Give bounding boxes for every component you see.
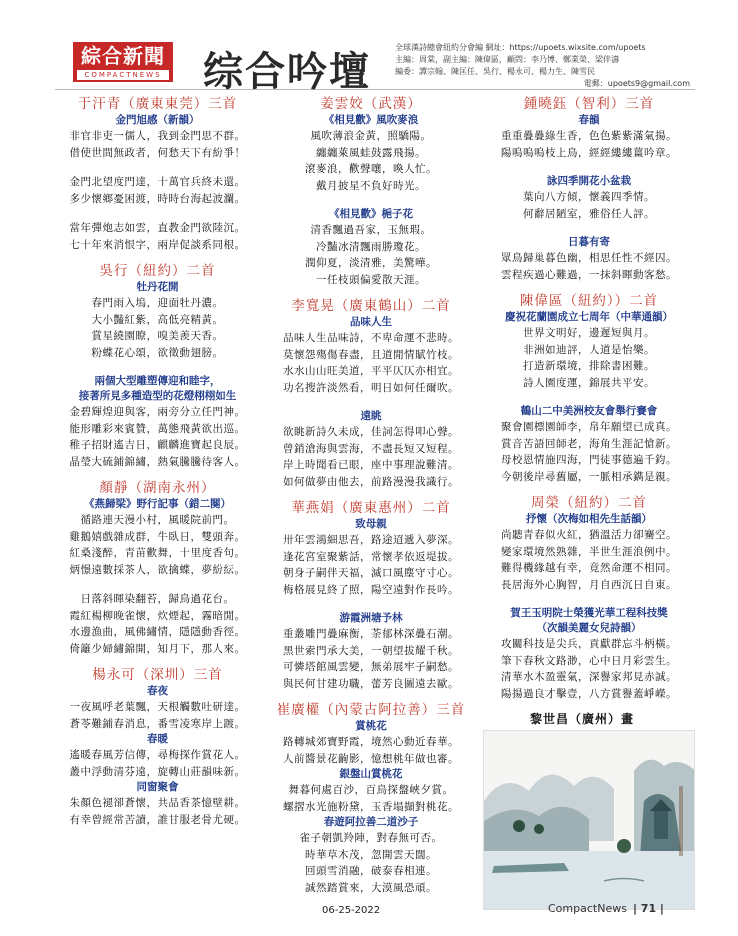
poet-heading: 陳偉區（紐約））二首 (519, 293, 659, 309)
poem-title: （次韻美麗女兒詩韻） (536, 622, 642, 634)
poem-line: 卅年雲鴻細思吾，路途迢遞入夢深。 (283, 534, 459, 546)
poem-title: 日暮有寄 (568, 236, 610, 248)
poem-line: 功名搜許淡然看，明日如何任爾吹。 (283, 381, 459, 394)
poet-heading: 華燕娟（廣東惠州）二首 (291, 500, 451, 516)
poem-line: 雞鵝嬉戲雜成群，牛臥日，雙頭奔。 (69, 530, 246, 543)
poem-title: 賞桃花 (355, 720, 387, 732)
poem-title: 金門旭感（新韻） (115, 114, 200, 126)
poem-title: 《燕歸梁》野行記事（錯二闋） (84, 498, 231, 510)
painting-illustration (484, 731, 695, 910)
landscape-painting (483, 730, 695, 910)
poem-line: 晶瑩大硫鋪錦繡，熱氣騰騰待客人。 (69, 455, 246, 468)
poem-line: 粉蝶花心頌，欲徵動翅膀。 (91, 346, 224, 359)
poem-line: 叢中浮動清芬遠，旋轉山莊韻味新。 (69, 765, 246, 778)
stanza-gap (55, 207, 260, 220)
section-gap (55, 253, 260, 263)
poem-line: 稚子招財遙吉日，麒麟進寶起良辰。 (69, 439, 246, 451)
poem-line: 黑世索門承大美，一朝望拔耀千秋。 (283, 644, 459, 657)
poem-title: 《相見歡》風吹麥浪 (323, 114, 419, 126)
poem-line: 七十年來消恨字，兩岸促談系同根。 (69, 238, 246, 251)
poem-section (262, 96, 480, 298)
poem-line: 品味人生品味詩，不卑命運不悲時。 (283, 332, 459, 344)
editorial-credits (395, 42, 700, 90)
poem-section (55, 667, 260, 838)
poem-line: 一夜風呼老葉飄，天根觸數吐研達。 (69, 701, 246, 713)
poem-line: 筆下春秋文路渺，心中日月彩雲生。 (501, 654, 677, 667)
poem-line: 何辭居陋室，雅俗任人評。 (523, 207, 655, 220)
stanza-gap (55, 578, 260, 591)
section-gap (483, 485, 695, 495)
stanza-gap (483, 161, 695, 174)
poem-line: 清華水木盈靈氣，深譽家邦見赤誠。 (501, 671, 677, 683)
poem-line: 曾銷滄海與雲海，不盡長短又短程。 (283, 442, 459, 455)
poem-line: 時華草木茂，忽開雲天闊。 (305, 848, 437, 861)
poem-line: 金碧輝煌迎與客，兩旁分立任門神。 (69, 406, 246, 418)
poem-line: 尚聽青春似火紅，猶溫活力卻騫空。 (501, 529, 677, 541)
poem-line: 潤仰夏，淡清雅，美驚嘩。 (305, 257, 437, 269)
poem-line: 母校恩情施四海，門徒事德遍千鈞。 (501, 454, 677, 466)
poem-line: 詩人園度運，錦展共平安。 (523, 376, 655, 389)
poem-line: 非官非吏一儒人，我到金門思不群。 (69, 130, 246, 142)
page-number: | 71 | (632, 902, 664, 915)
poem-line: 賞星繞園瞭，嗅美羨天香。 (91, 330, 224, 342)
logo (73, 42, 173, 82)
poem-line: 變家環境然熟雜，半世生涯浪例中。 (501, 545, 677, 558)
poem-line: 世界文明好，邊遲短與月。 (523, 327, 655, 339)
poem-line: 蒼苓難鋪春消息，番雪凌寒岸上踱。 (69, 717, 246, 730)
poet-heading: 李寬晃（廣東鶴山）二首 (291, 298, 451, 314)
poem-line: 眾鳥歸巢暮色幽，相思任性不經囚。 (501, 252, 677, 264)
section-gap (483, 283, 695, 293)
poem-title: 抒懷（次梅如相先生話韻） (526, 513, 652, 525)
page-header (55, 38, 695, 95)
poem-line: 欲眺新詩久未成，佳詞怎得叩心聲。 (283, 426, 459, 438)
poem-line: 紅桑淺醉，青苗歡舞，十里度香句。 (69, 547, 246, 559)
poem-line: 人前醬景花齣影，憶想桃年做也審。 (283, 752, 459, 765)
poem-line: 多少懷鄉憂困渡，時時台海起波瀾。 (69, 192, 246, 205)
poem-line: 重叢雕門疊麻衡，荼郁林深疊石潮。 (283, 628, 459, 640)
poem-line: 葉向八方傾，懷義四季情。 (523, 191, 655, 203)
poem-section (55, 263, 260, 480)
poem-line: 春門雨入塢，迎面牡丹濃。 (91, 297, 224, 309)
section-gap (55, 657, 260, 667)
stanza-gap (262, 194, 480, 207)
poem-line: 滾麥浪，歡聲嚷，喚人忙。 (305, 163, 437, 175)
poem-title: 致母親 (355, 518, 387, 530)
poem-line: 難得機緣越有幸，竟然命運不相同。 (501, 562, 677, 574)
poem-section (483, 96, 695, 293)
poem-line: 清香飄過吾家，玉無瑕。 (310, 224, 432, 236)
logo-english: COMPACTNEWS (77, 70, 169, 80)
poem-title: 詠四季開花小盆栽 (547, 175, 631, 187)
poem-line: 有幸曾經常苦讀，誰甘服老骨尤硬。 (69, 813, 246, 826)
poem-line: 雀子朝凱羚陣，對春無可否。 (299, 832, 443, 844)
poem-title: 品味人生 (350, 316, 392, 328)
stanza-gap (483, 222, 695, 235)
poem-section (55, 480, 260, 667)
painting-caption: 黎世昌（廣州）畫 (530, 712, 635, 726)
poem-title: 牡丹花開 (136, 281, 179, 293)
poem-line: 攻關科技是尖兵，貢獻群忘斗柄橫。 (501, 638, 677, 650)
poem-line: 莫懷怨殤傷春盡，且道閒情賦竹枝。 (283, 348, 459, 361)
poem-line: 朝身子嗣伴天福，滅口風塵守寸心。 (283, 567, 459, 579)
poem-section (262, 298, 480, 500)
poem-line: 金門北望度門達，十萬官兵終未還。 (69, 176, 246, 188)
poem-line: 水邊漁曲，風佛繡情，隱隱動香徑。 (69, 626, 246, 638)
poem-line: 今朝後岸尋舊屬，一脈相承鐫是親。 (501, 470, 677, 483)
poem-line: 風吹薄浪金黃，照驕陽。 (310, 130, 432, 142)
poem-section (55, 96, 260, 263)
poem-line: 能形雕彩來賓贊，萬態飛黃欲出巡。 (69, 422, 246, 435)
poem-line: 霞紅楊柳晚雀懷，炊煙起，霧暗閒。 (69, 609, 246, 622)
section-gap (55, 470, 260, 480)
poem-line: 逢花宮室聚紫話，常懷孝依返堤拔。 (283, 550, 459, 563)
poem-line: 舞暮何處百沙，百鳥探盤峽夕賞。 (288, 784, 454, 796)
masthead-title: 综合吟壇 (203, 48, 371, 95)
poem-title: 兩個大型雕塑傳迎和睦字， (94, 375, 221, 387)
poem-title: 鶴山二中美洲校友會舉行賽會 (520, 405, 658, 417)
poem-line: 當年彈炮志如雲，直教金門欲陸沉。 (69, 222, 246, 234)
poem-line: 陽嗚嗚嗚枝上鳥，經經縷縷薑吟章。 (501, 146, 677, 159)
credit-line: 全球漢詩總會紐約分會編 網址：https://upoets.wixsite.com/upoets (395, 43, 646, 52)
poet-heading: 顏靜（湖南永州） (99, 480, 216, 496)
section-gap (262, 288, 480, 298)
poem-line: 聚會園標園師李，帛年願望已成真。 (501, 421, 677, 433)
logo-chinese: 綜合新聞 (81, 44, 165, 68)
poem-line: 循路連天漫小村，風暖院前門。 (80, 514, 235, 526)
poem-line: 借使世間無政者，何愁天下有紛爭！ (69, 146, 246, 159)
poem-title: 游霞洲塘予林 (339, 612, 403, 624)
credit-email: 電郵：upoets9@gmail.com (583, 79, 690, 88)
section-gap (262, 490, 480, 500)
credit-line: 編委：譚宗翰、陳匡任、吳行、楊永可、楊力生、陳雪民 (395, 67, 595, 76)
stanza-gap (483, 391, 695, 404)
poem-line: 朱顏色褪卻蒼懷，共品香茶憶壁耕。 (69, 797, 246, 809)
poem-line: 水水山山旺美道，平平仄仄亦相宜。 (283, 365, 459, 377)
poem-line: 雲程疾過心難過，一抹斜暉動客愁。 (501, 268, 677, 281)
credit-line: 主編：周棠，副主編：陳偉區，顧問：李乃博、鄭業榮、梁伴濤 (395, 55, 619, 64)
poem-line: 非洲如迪評，人道是怡樂。 (523, 343, 655, 356)
poem-line: 螺摺水光施粉黛，玉香塌擷對桃花。 (283, 800, 459, 813)
poem-line: 倚籬少婦繡錦開，知月下，那人來。 (69, 642, 246, 655)
poem-section (262, 702, 480, 906)
stanza-gap (262, 598, 480, 611)
poet-heading: 楊永可（深圳）三首 (92, 667, 223, 683)
poem-title: 同窗聚會 (136, 781, 179, 793)
poem-title: 春夜 (147, 685, 168, 697)
stanza-gap (55, 161, 260, 174)
poem-title: 《相見歡》梔子花 (329, 208, 413, 220)
poem-line: 路轉城郊寶野霞，境然心動近春華。 (283, 736, 459, 748)
poem-line: 戴月披星不負好時光。 (316, 179, 426, 192)
poem-title: 賀王玉明院士榮獲光華工程科技獎 (510, 607, 668, 619)
poem-line: 炳憬遠數採茶人，欲擒蝶，夢紛紜。 (69, 563, 246, 576)
poem-section (483, 293, 695, 495)
poem-line: 大小豔紅紫，高低亮精黃。 (91, 313, 224, 326)
poem-line: 冷豔冰清飄雨勝瓊花。 (316, 240, 426, 253)
poet-heading: 于汗青（廣東東莞）三首 (77, 96, 238, 112)
stanza-gap (262, 396, 480, 409)
poem-line: 如何做夢由他去，前路漫漫我識行。 (283, 475, 459, 488)
poem-line: 岸上時聞看已眼，座中事理說難清。 (283, 459, 459, 471)
poet-heading: 鍾曉鈺（智利）三首 (523, 96, 655, 112)
poet-heading: 崔廣權（內蒙古阿拉善）三首 (276, 702, 466, 718)
poem-line: 回頭雪消融，破泰春相連。 (305, 865, 437, 877)
poem-title: 慶祝花蘭園成立七周年（中華通韻） (505, 311, 673, 323)
footer-brand-name: CompactNews (548, 902, 627, 915)
poem-line: 與民何甘建功職，蕾芳良圖遠去歐。 (283, 677, 459, 690)
poem-line: 日落斜暉染翻苔，歸鳥過花台。 (80, 593, 235, 605)
poem-line: 誠然踏賞來，大漠風恐頑。 (305, 881, 437, 894)
poem-line: 打造新環境，排除書困難。 (523, 360, 655, 372)
poem-title: 春暖 (147, 733, 168, 745)
poem-line: 陽揚過良才擊壹，八方賞譽蓋崢嶸。 (501, 687, 677, 700)
poem-title: 遠眺 (360, 410, 382, 422)
poem-section (483, 495, 695, 712)
poem-line: 賞音苦語回師老，海角生涯記愴新。 (501, 437, 677, 450)
stanza-gap (483, 593, 695, 606)
poem-line: 遙暖春風芳信傳，尋梅探作賞花人。 (69, 749, 246, 761)
poem-title: 接著所見多種造型的花燈栩栩如生 (78, 390, 237, 402)
section-gap (262, 692, 480, 702)
poem-line: 可憐塔館風雲變，無弟展牢子嗣愁。 (283, 661, 459, 673)
footer-brand (548, 902, 664, 915)
poem-line: 纏纏萊風蛙鼓露飛揚。 (316, 146, 426, 159)
poem-line: 梅格展見終了照，陽空遠對作長吟。 (283, 583, 459, 596)
stanza-gap (55, 361, 260, 374)
poem-title: 銀盤山賞桃花 (339, 768, 403, 780)
column-left (55, 96, 260, 838)
poem-line: 重重疊疊綠生香，色色紫紫滿氣揚。 (501, 130, 677, 142)
poem-line: 一任枝頭偏愛散天涯。 (316, 273, 426, 286)
poem-title: 春遊阿拉善二道沙子 (323, 816, 419, 828)
poet-heading: 姜雲姣（武漢） (320, 96, 422, 112)
column-right (483, 96, 695, 712)
section-gap (55, 828, 260, 838)
poem-line: 長居海外心胸智，月自西沉日自東。 (501, 578, 677, 591)
column-middle (262, 96, 480, 906)
poet-heading: 吳行（紐約）二首 (99, 263, 216, 279)
poet-heading: 周榮（紐約）二首 (531, 495, 647, 511)
poem-section (262, 500, 480, 702)
issue-date: 06-25-2022 (322, 905, 381, 916)
poem-title: 春韻 (578, 114, 600, 126)
